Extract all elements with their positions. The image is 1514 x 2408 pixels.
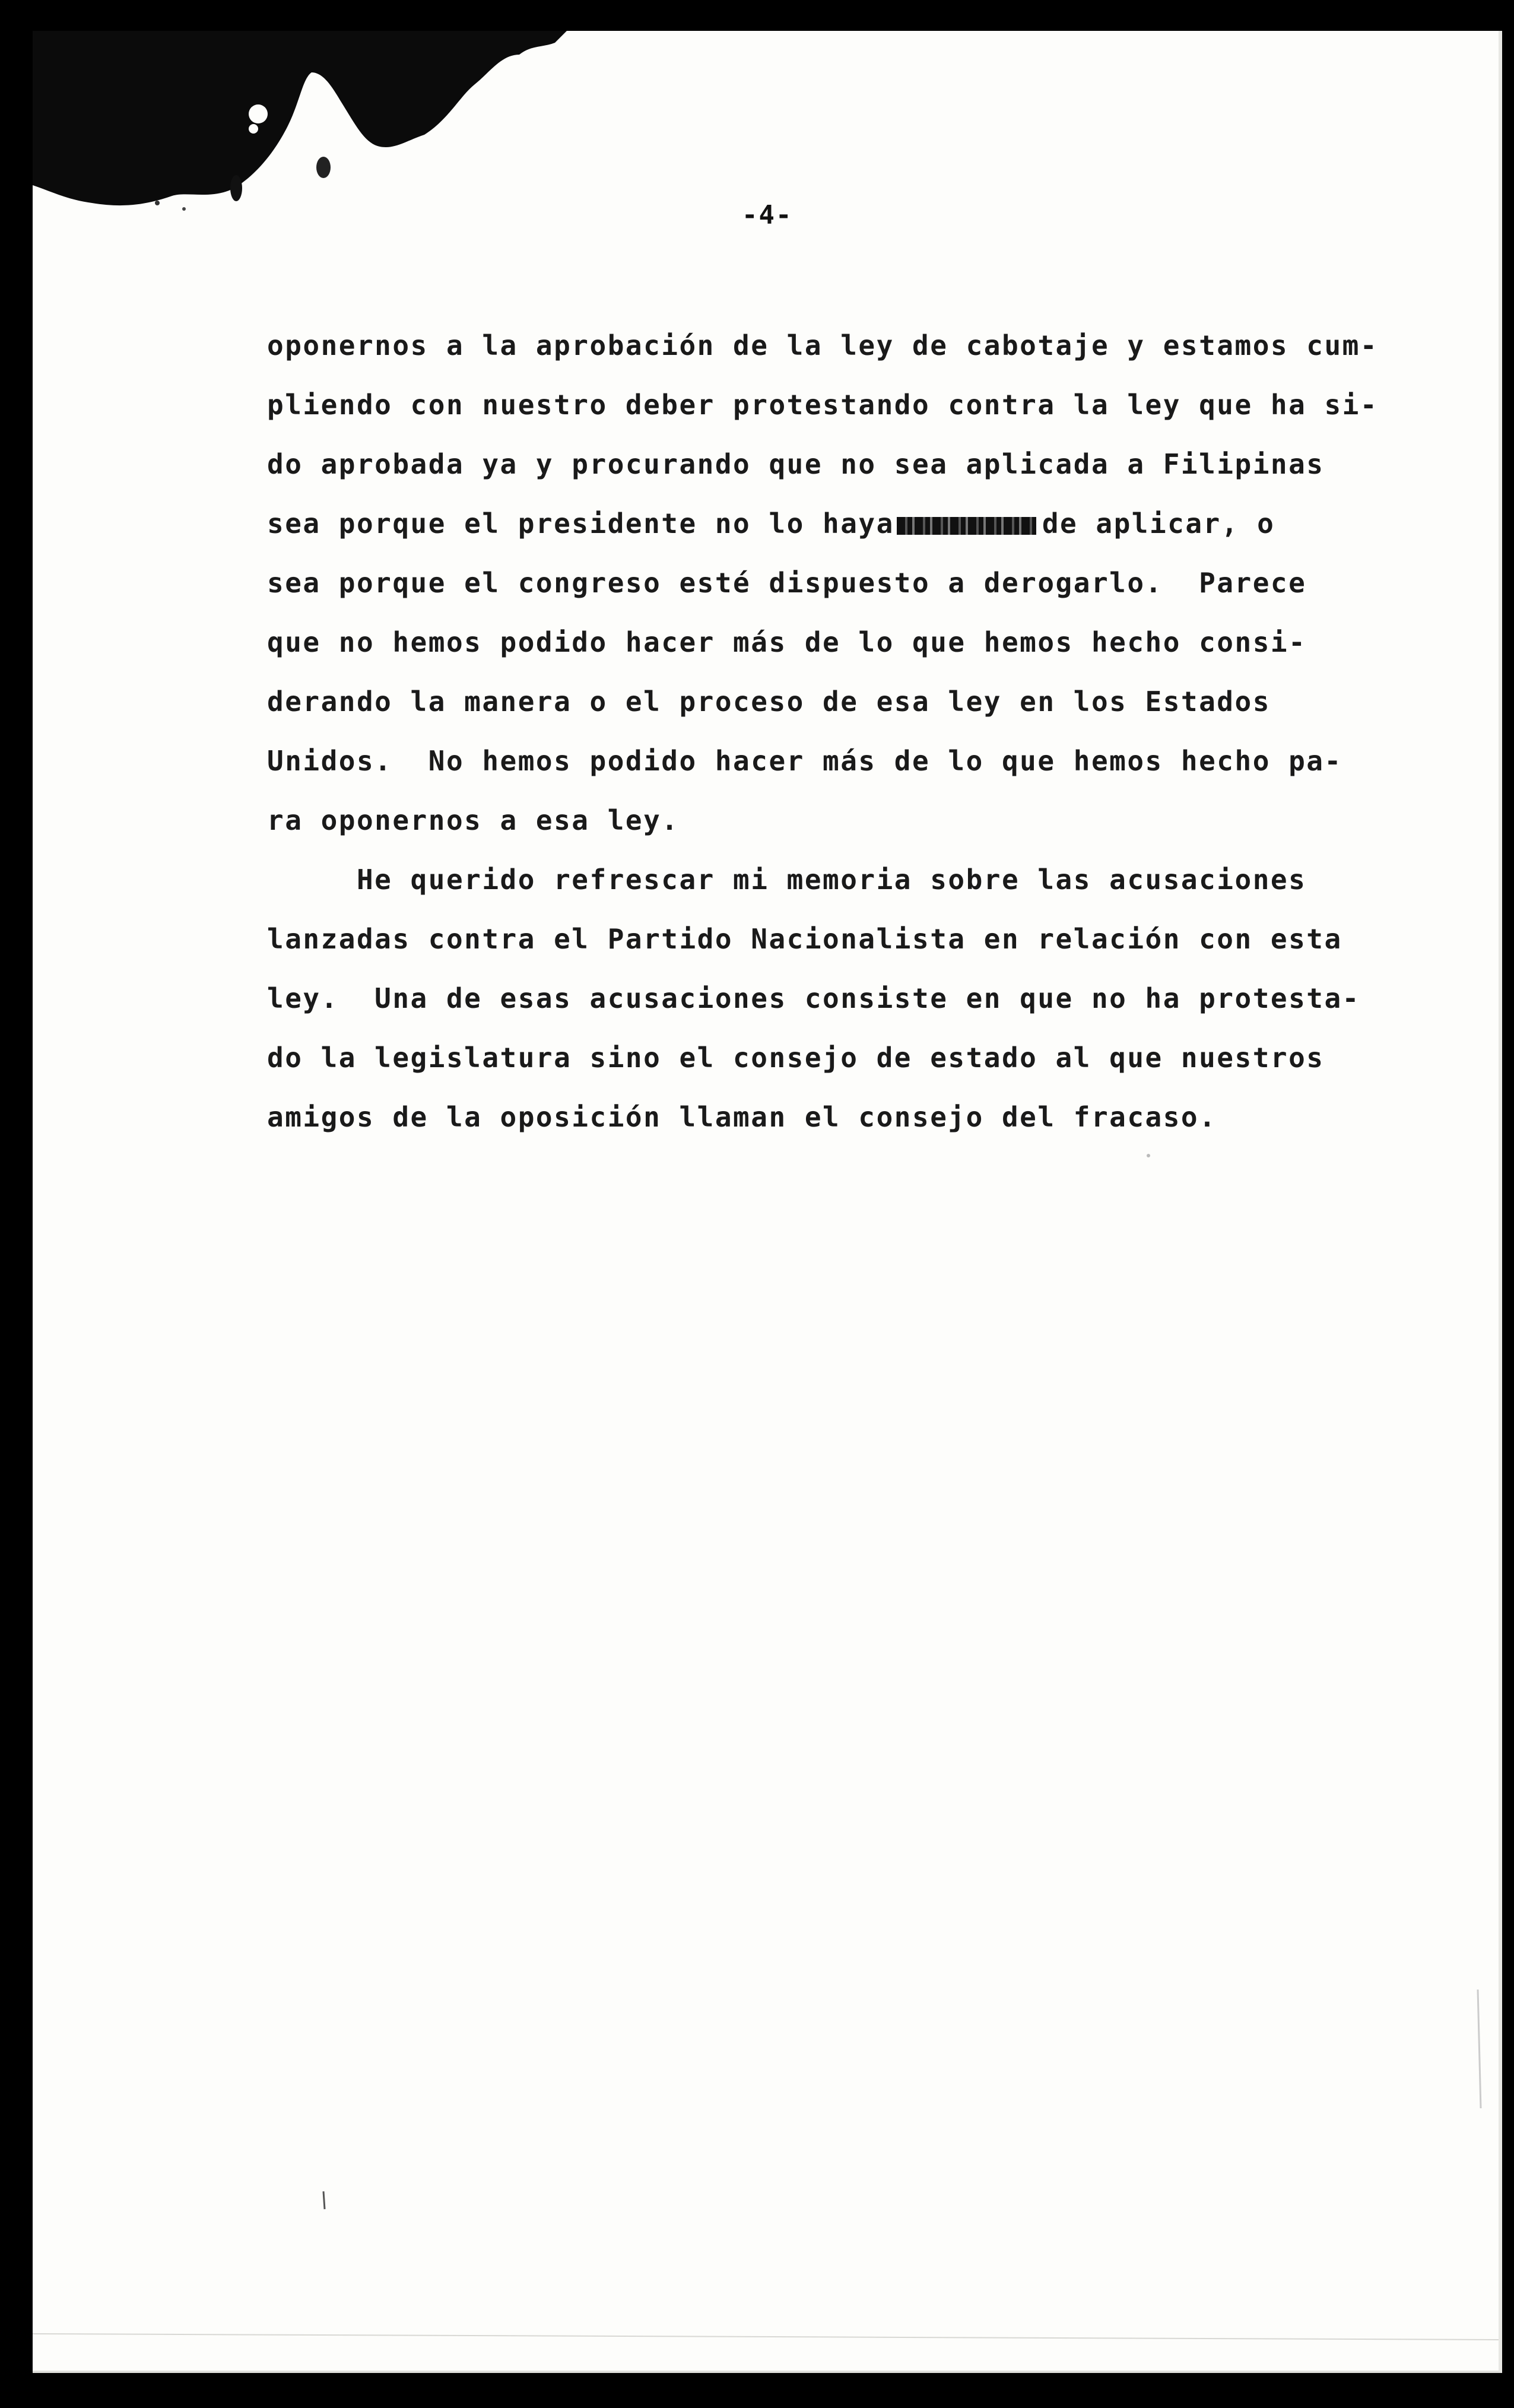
- text-line: sea porque el congreso esté dispuesto a derogarlo. Parece: [267, 567, 1307, 599]
- struck-out-word: [897, 517, 1036, 535]
- paper-specks: [33, 31, 1499, 2371]
- text-line: ra oponernos a esa ley.: [267, 804, 680, 836]
- document-page: [33, 31, 1502, 2373]
- text-line: Unidos. No hemos podido hacer más de lo que hemos hecho pa-: [267, 745, 1342, 777]
- text-line-with-strikeout: [267, 506, 1275, 541]
- text-line: amigos de la oposición llaman el consejo del fracaso.: [267, 1101, 1217, 1133]
- text-line-end: de aplicar, o: [1042, 507, 1275, 540]
- text-line: oponernos a la aprobación de la ley de cabotaje y estamos cum-: [267, 329, 1379, 361]
- page-number: -4-: [742, 200, 793, 230]
- text-line: lanzadas contra el Partido Nacionalista en relación con esta: [267, 923, 1342, 955]
- text-line: derando la manera o el proceso de esa ley en los Estados: [267, 686, 1271, 718]
- burn-damage: [33, 31, 567, 221]
- text-line: ley. Una de esas acusaciones consiste en que no ha protesta-: [267, 982, 1360, 1014]
- text-line: pliendo con nuestro deber protestando contra la ley que ha si-: [267, 389, 1379, 421]
- text-line: que no hemos podido hacer más de lo que hemos hecho consi-: [267, 626, 1307, 658]
- text-line: He querido refrescar mi memoria sobre las acusaciones: [267, 864, 1307, 896]
- text-line: do aprobada ya y procurando que no sea aplicada a Filipinas: [267, 448, 1325, 480]
- text-line-start: sea porque el presidente no lo haya: [267, 507, 894, 540]
- text-line: do la legislatura sino el consejo de estado al que nuestros: [267, 1042, 1325, 1074]
